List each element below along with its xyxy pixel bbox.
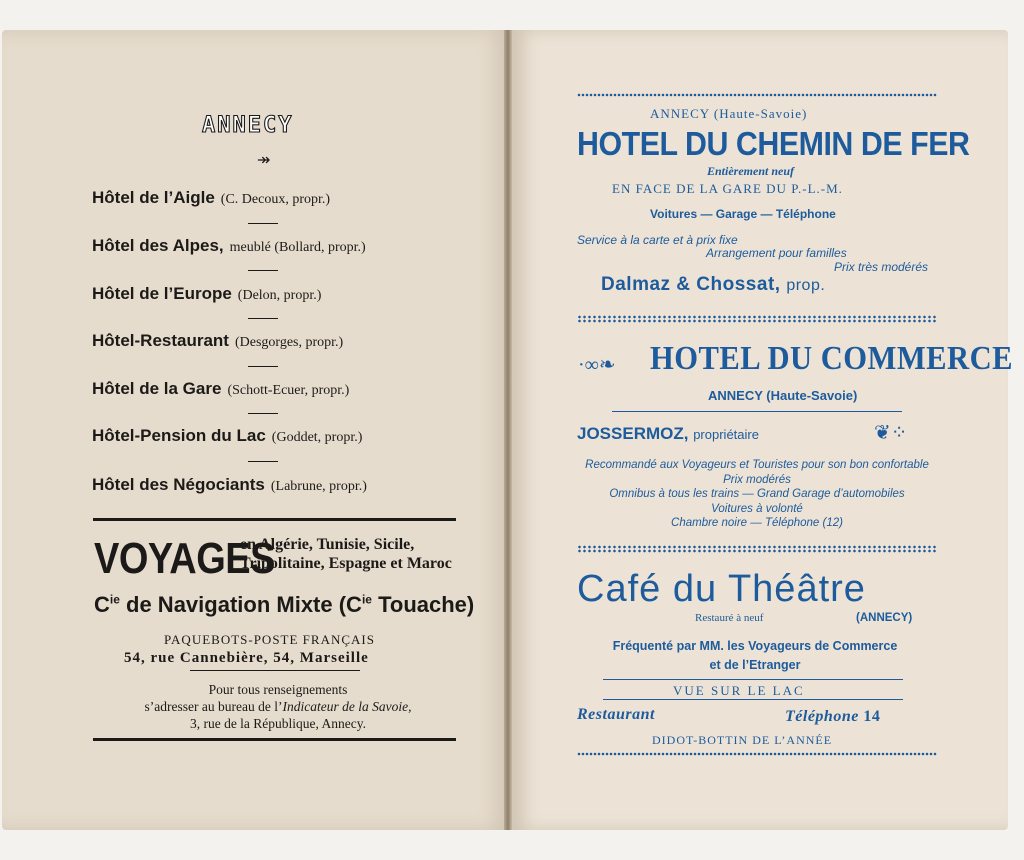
info-line: 3, rue de la République, Annecy.: [189, 716, 367, 731]
hotel-cf-title: HOTEL DU CHEMIN DE FER: [577, 125, 970, 162]
hotel-entry: [92, 284, 321, 304]
cafe-view: VUE SUR LE LAC: [673, 683, 805, 698]
hotel-entry: [92, 475, 367, 495]
hotel-entry: [92, 331, 343, 351]
frequented-line: et de l’Etranger: [709, 658, 801, 672]
detail-line: Prix modérés: [723, 473, 791, 486]
divider: [248, 413, 278, 414]
company-address: 54, rue Cannebière, 54, Marseille: [124, 650, 369, 666]
hotel-owner: (C. Decoux, propr.): [220, 192, 331, 207]
thin-rule: [603, 699, 903, 700]
frequented-line: Fréquenté par MM. les Voyageurs de Commerce: [612, 639, 898, 653]
cafe-frequented: [574, 637, 936, 675]
hotel-cf-line: Arrangement pour familles: [706, 246, 847, 260]
hotel-owner: meublé (Bollard, propr.): [229, 240, 366, 255]
thick-rule-top: [93, 518, 456, 521]
destinations-line: Tripolitaine, Espagne et Maroc: [240, 555, 452, 572]
detail-line: Chambre noire — Téléphone (12): [671, 517, 843, 529]
hotel-cf-opposite: EN FACE DE LA GARE DU P.-L.-M.: [612, 181, 843, 196]
info-line: Pour tous renseignements: [208, 682, 348, 697]
hotel-cf-line: Prix très modérés: [834, 260, 929, 274]
hotel-commerce-title: HOTEL DU COMMERCE: [650, 340, 1013, 377]
divider: [248, 461, 278, 462]
hotel-commerce-location: ANNECY (Haute-Savoie): [708, 388, 858, 403]
hotel-name: Hôtel-Pension du Lac: [92, 426, 266, 445]
info-block: [104, 681, 452, 732]
thin-rule: [603, 679, 903, 680]
detail-line: Voitures à volonté: [711, 502, 803, 515]
dotted-border: [577, 545, 937, 553]
hotel-name: Hôtel des Négociants: [92, 475, 265, 494]
info-line: s’adresser au bureau de l’Indicateur de la Savoie,: [144, 699, 412, 714]
hotel-owner: (Desgorges, propr.): [234, 335, 344, 350]
detail-line: Recommandé aux Voyageurs et Touristes pour son bon confortable: [585, 459, 929, 471]
flourish-right-icon: ❦⁘: [874, 422, 908, 444]
divider: [248, 366, 278, 367]
hotel-commerce-owner: JOSSERMOZ, propriétaire: [577, 424, 759, 443]
hotel-commerce-details: [570, 458, 944, 531]
hotel-cf-subtitle: Entièrement neuf: [707, 164, 795, 178]
hotel-name: Hôtel de l’Aigle: [92, 188, 215, 207]
hotel-name: Hôtel de l’Europe: [92, 284, 232, 303]
thin-rule: [190, 670, 360, 671]
dotted-border: [577, 315, 937, 323]
cafe-title: Café du Théâtre: [577, 568, 866, 610]
hotel-name: Hôtel de la Gare: [92, 379, 222, 398]
voyages-headline: VOYAGES: [94, 535, 275, 584]
voyages-destinations: [240, 535, 452, 573]
paquebots-line: PAQUEBOTS-POSTE FRANÇAIS: [164, 632, 375, 647]
hotel-cf-location: ANNECY (Haute-Savoie): [650, 106, 808, 121]
thick-rule-bottom: [93, 738, 456, 741]
divider: [248, 270, 278, 271]
detail-line: Omnibus à tous les trains — Grand Garage d’automobiles: [609, 488, 905, 500]
hotel-owner: (Schott-Ecuer, propr.): [227, 383, 350, 398]
hotel-owner: (Delon, propr.): [237, 288, 322, 303]
divider: [248, 223, 278, 224]
divider: [248, 318, 278, 319]
hotel-cf-services: Voitures — Garage — Téléphone: [650, 207, 836, 221]
flourish-left-icon: ·∞❧: [578, 354, 616, 376]
hotel-entry: [92, 236, 366, 256]
hotel-entry: [92, 188, 330, 208]
destinations-line: en Algérie, Tunisie, Sicile,: [240, 536, 415, 553]
company-name: $C^{ie}$ de Navigation Mixte ($C^{ie}$ Touache): [94, 592, 475, 617]
hotel-entry: [92, 379, 349, 399]
hotel-name: Hôtel des Alpes,: [92, 236, 224, 255]
thin-rule: [612, 411, 902, 412]
page-footer: DIDOT-BOTTIN DE L’ANNÉE: [652, 733, 833, 747]
hotel-cf-owner: Dalmaz & Chossat, prop.: [601, 274, 826, 295]
cafe-restored: Restauré à neuf: [695, 612, 764, 624]
ornament-icon: ↠: [257, 152, 271, 169]
dotted-border: [577, 752, 937, 756]
hotel-entry: [92, 426, 362, 446]
page-title: ANNECY: [202, 113, 294, 138]
hotel-cf-line: Service à la carte et à prix fixe: [577, 233, 738, 247]
hotel-owner: (Goddet, propr.): [271, 430, 363, 445]
cafe-restaurant: Restaurant: [577, 706, 655, 723]
book-spine: [504, 30, 512, 830]
hotel-owner: (Labrune, propr.): [270, 479, 367, 494]
cafe-phone: Téléphone 14: [785, 708, 881, 725]
dotted-border: [577, 93, 937, 97]
cafe-location: (ANNECY): [856, 612, 913, 624]
hotel-name: Hôtel-Restaurant: [92, 331, 229, 350]
